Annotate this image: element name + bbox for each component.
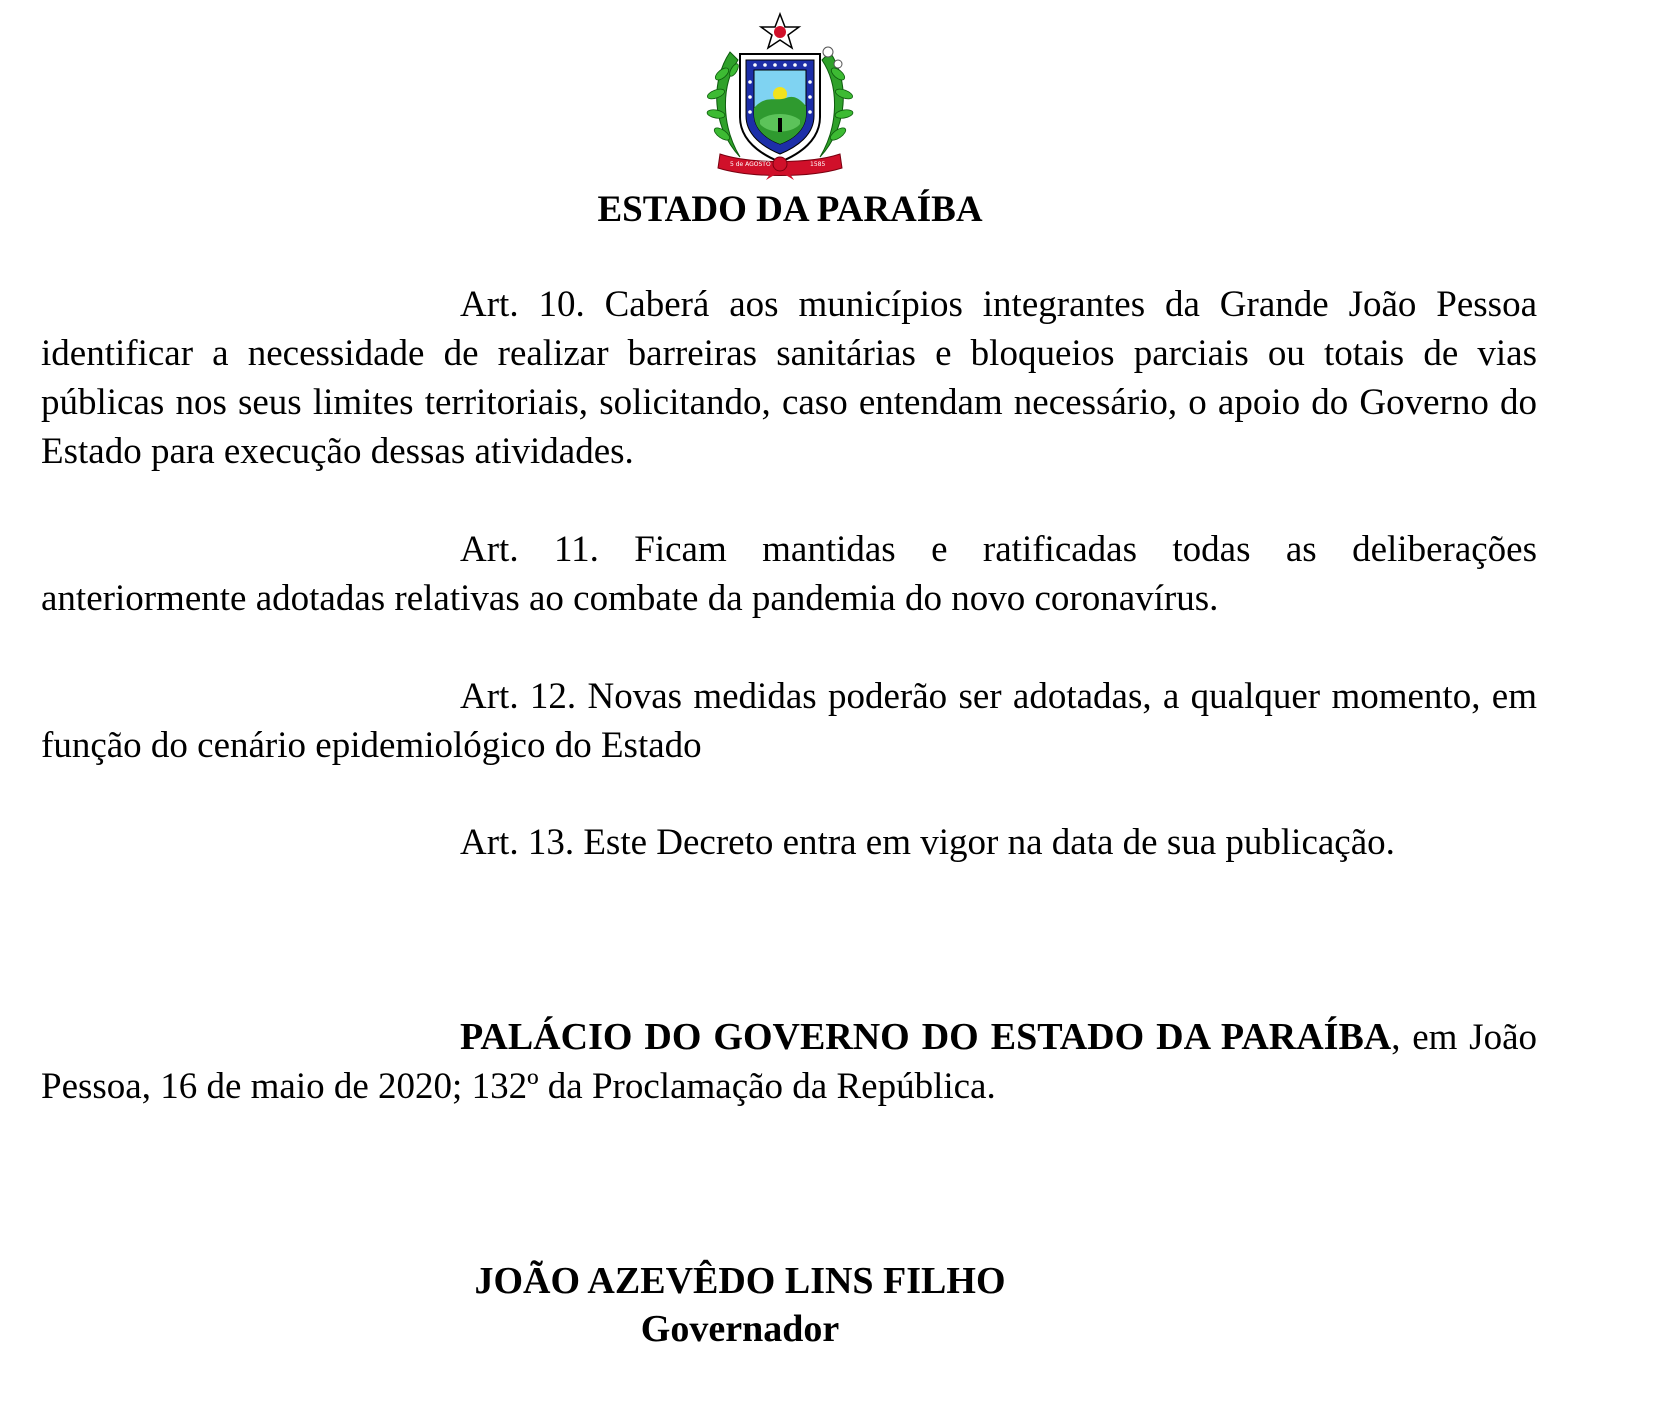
closing-paragraph: [41, 1013, 1537, 1111]
svg-text:1585: 1585: [810, 161, 826, 168]
article-10: Art. 10. Caberá aos municípios integrantes da Grande João Pessoa identificar a necessidade de realizar barreiras sanitárias e bloqueios parciais ou totais de vias públicas nos seus limites territoriais, solicitando, caso entendam necessário, o apoio do Governo do Estado para execução dessas atividades.: [41, 284, 1537, 472]
state-title: ESTADO DA PARAÍBA: [597, 189, 983, 230]
paraiba-coat-of-arms-icon: [700, 12, 860, 180]
signatory-role: Governador: [640, 1308, 840, 1350]
place-date: , em João Pessoa, 16 de maio de 2020; 132º da Proclamação da República.: [41, 1017, 1537, 1107]
article-12: Art. 12. Novas medidas poderão ser adotadas, a qualquer momento, em função do cenário epidemiológico do Estado: [41, 676, 1537, 766]
svg-text:5 de AGOSTO: 5 de AGOSTO: [730, 161, 771, 168]
article-13: Art. 13. Este Decreto entra em vigor na data de sua publicação.: [460, 822, 1395, 863]
signatory-name: JOÃO AZEVÊDO LINS FILHO: [474, 1260, 1006, 1302]
article-11: Art. 11. Ficam mantidas e ratificadas todas as deliberações anteriormente adotadas relativas ao combate da pandemia do novo coronavírus.: [41, 529, 1537, 619]
palace-name: PALÁCIO DO GOVERNO DO ESTADO DA PARAÍBA: [460, 1016, 1392, 1058]
